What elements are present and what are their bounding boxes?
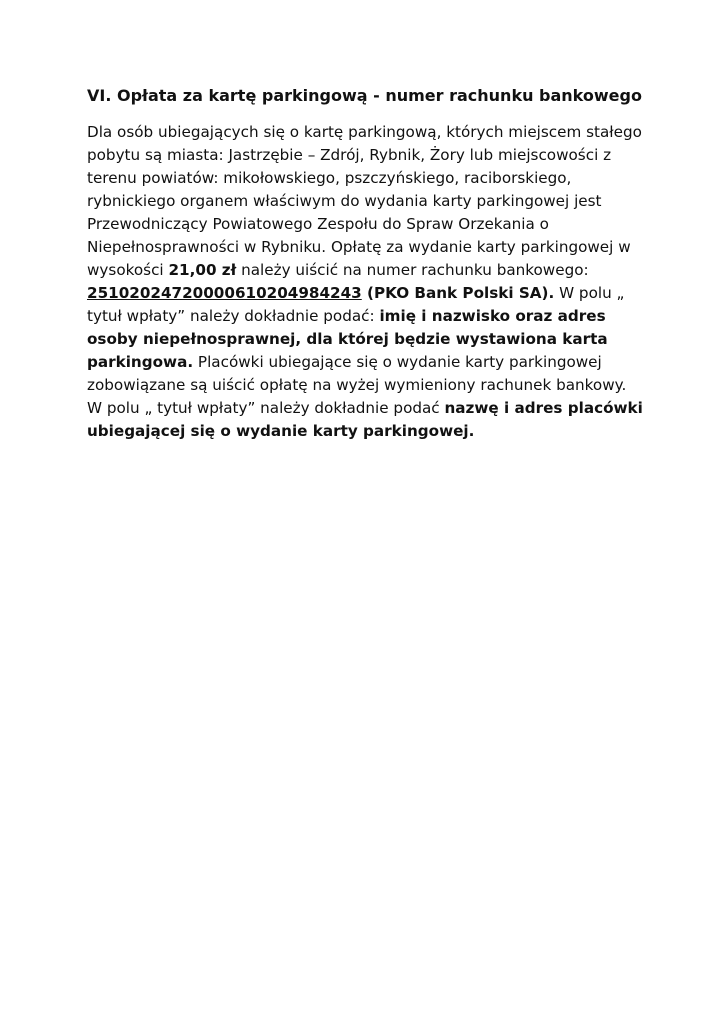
paragraph-line: [87, 328, 647, 351]
text-run: rybnickiego organem właściwym do wydania karty parkingowej jest: [87, 192, 602, 210]
text-run: Niepełnosprawności w Rybniku. Opłatę za wydanie karty parkingowej w: [87, 238, 631, 256]
section-heading: VI. Opłata za kartę parkingową - numer rachunku bankowego: [87, 86, 642, 105]
paragraph-line: [87, 167, 647, 190]
text-run: Przewodniczący Powiatowego Zespołu do Spraw Orzekania o: [87, 215, 549, 233]
text-run: W polu „: [554, 284, 625, 302]
paragraph-line: [87, 190, 647, 213]
text-run: wysokości: [87, 261, 169, 279]
paragraph-line: [87, 420, 647, 443]
bold-text-run: imię i nazwisko oraz adres: [379, 307, 606, 325]
text-run: terenu powiatów: mikołowskiego, pszczyńskiego, raciborskiego,: [87, 169, 572, 187]
paragraph-line: [87, 305, 647, 328]
paragraph-line: [87, 236, 647, 259]
text-run: pobytu są miasta: Jastrzębie – Zdrój, Rybnik, Żory lub miejscowości z: [87, 146, 612, 164]
text-run: Placówki ubiegające się o wydanie karty parkingowej: [193, 353, 602, 371]
text-run: zobowiązane są uiścić opłatę na wyżej wymieniony rachunek bankowy.: [87, 376, 627, 394]
paragraph-line: [87, 351, 647, 374]
paragraph-line: [87, 213, 647, 236]
fee-amount: 21,00 zł: [168, 261, 237, 279]
bank-name: (PKO Bank Polski SA).: [361, 284, 555, 302]
paragraph-line: [87, 144, 647, 167]
bold-text-run: ubiegającej się o wydanie karty parkingowej.: [87, 422, 475, 440]
bold-text-run: parkingowa.: [87, 353, 194, 371]
paragraph-line: [87, 282, 647, 305]
paragraph-line: [87, 374, 647, 397]
section-content: [87, 84, 647, 443]
text-run: tytuł wpłaty” należy dokładnie podać:: [87, 307, 380, 325]
text-run: należy uiścić na numer rachunku bankowego:: [236, 261, 589, 279]
text-run: Dla osób ubiegających się o kartę parkingową, których miejscem stałego: [87, 123, 642, 141]
bank-account-number: 25102024720000610204984243: [87, 284, 362, 302]
section-paragraph: [87, 121, 647, 443]
paragraph-line: [87, 397, 647, 420]
paragraph-line: [87, 259, 647, 282]
bold-text-run: osoby niepełnosprawnej, dla której będzie wystawiona karta: [87, 330, 608, 348]
text-run: W polu „ tytuł wpłaty” należy dokładnie podać: [87, 399, 445, 417]
paragraph-line: [87, 121, 647, 144]
bold-text-run: nazwę i adres placówki: [444, 399, 643, 417]
